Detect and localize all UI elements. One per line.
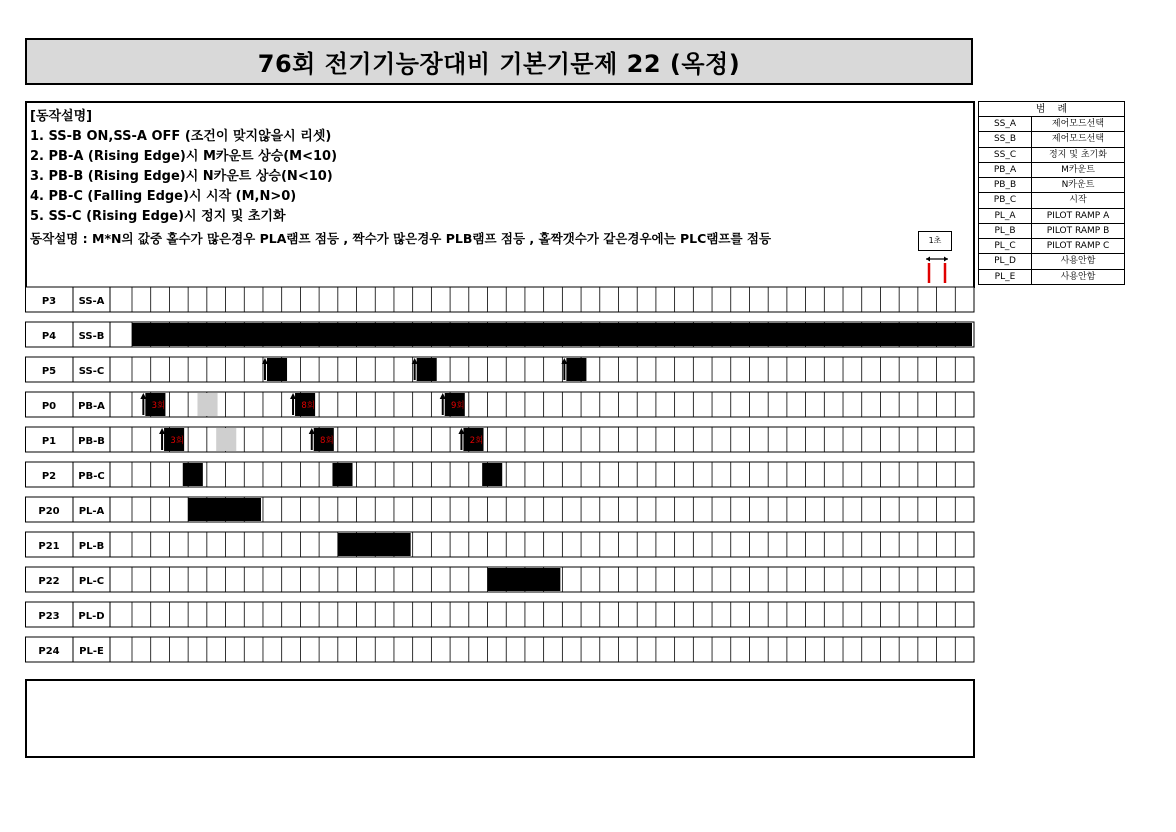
description-panel [25,101,975,288]
legend-desc: PILOT RAMP A [1046,210,1110,221]
timing-signal-name: SS-C [78,366,105,377]
timing-signal-name: PL-D [78,611,105,622]
one-second-scale-icon [920,251,954,285]
title-banner [25,38,973,85]
timing-grid-row [110,392,974,417]
notes-box [25,679,975,758]
count-label: 8회 [301,401,315,411]
legend-desc: 시작 [1069,195,1087,206]
legend-code: SS_B [979,132,1032,146]
description-summary: 동작설명 : M*N의 값중 홀수가 많은경우 PLA램프 점등 , 짝수가 많은경우 PLB램프 점등 , 홀짝갯수가 같은경우에는 PLC램프를 점등 [30,231,772,246]
legend-header: 범례 [979,102,1124,117]
legend-row [979,178,1124,193]
timing-pulse [488,568,561,591]
timing-grid-row [110,357,974,382]
timing-address: P21 [38,541,60,552]
count-label: 3회 [170,436,184,446]
description-line-2: 2. PB-A (Rising Edge)시 M카운트 상승(M<10) [30,149,338,164]
timing-address: P20 [38,506,60,517]
timing-grid-row [110,427,974,452]
timing-address: P0 [41,401,57,412]
timing-grid-row [110,532,974,557]
legend-code: PL_C [979,239,1032,253]
legend-table [978,101,1125,285]
legend-row [979,148,1124,163]
one-second-label: 1초 [928,236,942,245]
legend-row [979,163,1124,178]
legend-row [979,239,1124,254]
timing-grid-row [110,287,974,312]
description-line-1: 1. SS-B ON,SS-A OFF (조건이 맞지않을시 리셋) [30,129,332,144]
legend-code: PL_E [979,270,1032,285]
timing-signal-name: PL-C [78,576,105,587]
legend-row [979,224,1124,239]
timing-grid-row [110,602,974,627]
timing-signal-name: PL-A [78,506,105,517]
timing-signal-name: PB-C [78,471,105,482]
legend-row [979,132,1124,147]
legend-code: PB_A [979,163,1032,177]
legend-row [979,254,1124,269]
legend-desc: 제어모드선택 [1051,119,1105,129]
timing-signal-name: PL-E [79,646,104,657]
legend-row [979,270,1124,285]
timing-grid-row [110,637,974,662]
legend-code: SS_C [979,148,1032,162]
legend-desc: M카운트 [1061,164,1095,175]
count-label: 9회 [451,401,465,411]
count-label: 3회 [151,401,166,411]
timing-gray-pulse [216,428,236,451]
timing-pulse [566,358,586,381]
count-label: 8회 [320,436,334,446]
legend-code: PL_A [979,209,1032,223]
timing-pulse [338,533,411,556]
legend-row [979,193,1124,208]
timing-address: P3 [41,296,57,307]
legend-code: PL_D [979,254,1032,268]
timing-signal-name: SS-A [78,296,105,307]
timing-signal-name: SS-B [78,331,105,342]
legend-code: PB_C [979,193,1032,207]
one-second-marker [918,231,952,251]
timing-signal-name: PB-B [78,436,105,447]
count-label: 2회 [469,436,484,446]
legend-code: SS_A [979,117,1032,131]
description-header: [동작설명] [30,109,93,124]
timing-address: P1 [41,436,57,447]
legend-code: PB_B [979,178,1032,192]
timing-address: P24 [38,646,60,657]
legend-desc: 사용안함 [1060,271,1096,282]
timing-pulse [417,358,437,381]
description-line-4: 4. PB-C (Falling Edge)시 시작 (M,N>0) [30,189,297,204]
timing-pulse [267,358,287,381]
timing-gray-pulse [197,393,217,416]
timing-address: P4 [41,331,57,342]
timing-signal-name: PB-A [78,401,105,412]
timing-pulse [188,498,261,521]
legend-desc: PILOT RAMP B [1046,225,1110,236]
legend-desc: 제어모드선택 [1051,134,1105,145]
legend-desc: PILOT RAMP C [1046,241,1110,251]
legend-desc: N카운트 [1061,180,1095,190]
page-title: 76회 전기기능장대비 기본기문제 22 (옥정) [257,50,741,78]
timing-pulse [132,323,972,346]
timing-address: P23 [38,611,60,622]
timing-address: P2 [41,471,57,482]
legend-row [979,117,1124,132]
legend-desc: 정지 및 초기화 [1049,149,1107,160]
legend-desc: 사용안함 [1060,256,1096,267]
legend-code: PL_B [979,224,1032,238]
timing-grid-row [110,462,974,487]
timing-chart [25,285,977,665]
timing-signal-name: PL-B [78,541,105,552]
description-line-5: 5. SS-C (Rising Edge)시 정지 및 초기화 [30,209,286,224]
description-line-3: 3. PB-B (Rising Edge)시 N카운트 상승(N<10) [30,169,333,184]
timing-address: P22 [38,576,60,587]
timing-address: P5 [41,366,57,377]
legend-row [979,209,1124,224]
